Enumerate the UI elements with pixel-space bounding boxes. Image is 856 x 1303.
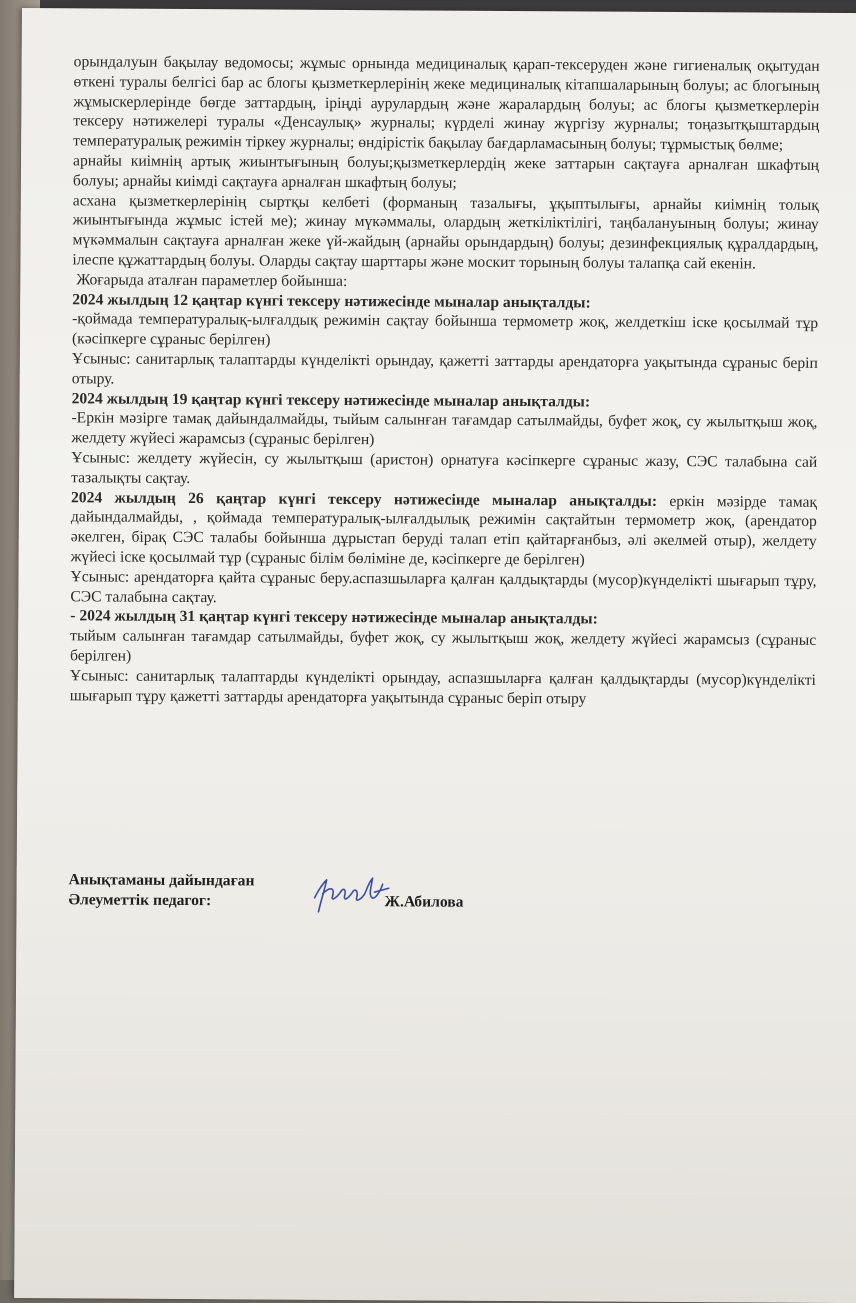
document-body xyxy=(70,52,820,710)
handwritten-signature xyxy=(308,868,392,919)
position-label: Әлеуметтік педагог: xyxy=(68,891,212,910)
paragraph-parameters-intro: Жоғарыда аталған параметлер бойынша: xyxy=(76,271,348,290)
paragraph-special-clothing: арнайы киімнің артық жиынтығының болуы;қызметкерлердің жеке заттарын сақтауға арналған шкафтың болуы; арнайы киімді сақтауға арналған шкафтың болуы; xyxy=(72,152,820,192)
heading-inspection-31-jan: - 2024 жылдың 31 қаңтар күнгі тексеру нәтижесінде мыналар анықталды: xyxy=(70,607,598,628)
recommendation-31-jan: Ұсыныс: санитарлық талаптарды күнделікті орындау, аспазшыларға қалған қалдықтарды (мусор)күнделікті шығарып тұру қажетті заттарды арендаторға уақытында сұраныс беріп отыру xyxy=(69,667,816,707)
finding-12-jan: -қоймада температуралық-ылғалдық режимін сақтау бойынша термометр жоқ, желдеткіш іске қосылмай тұр (кәсіпкерге сұраныс берілген) xyxy=(71,310,819,349)
document-page xyxy=(14,8,856,1303)
finding-31-jan: тыйым салынған тағамдар сатылмайды, буфет жоқ, су жылытқыш жоқ, желдету жүйесі жарамсыз (сұраныс берілген) xyxy=(69,627,817,665)
signature-block xyxy=(68,870,768,914)
heading-inspection-12-jan: 2024 жылдың 12 қаңтар күнгі тексеру нәтижесінде мыналар анықталды: xyxy=(72,290,591,312)
finding-26-jan: еркін мәзірде тамақ дайындалмайды, , қоймада температуралық-ылғалдылық режимін сақтайтын термометр жоқ, (арендатор әкелген, бірақ СЭС талабы бойынша дұрыстап беруді талап етіп қайтарғанбыз, әлі әкелмей отыр), желдету жүйесі іске қосылмай тұр (сұраныс білім бөліміне де, кәсіпкерге де берілген) xyxy=(70,492,818,569)
author-name: Ж.Абилова xyxy=(384,893,464,911)
prepared-by-label: Анықтаманы дайындаған xyxy=(68,871,255,890)
paragraph-staff-appearance: асхана қызметкерлерінің сыртқы келбеті (форманың тазалығы, ұқыптылығы, арнайы киімнің толық жиынтығында жұмыс істей ме); жинау мүкәммалы, олардың жеткіліктілігі, таңбалануының болуы; жинау мүкәммалын сақтауға арналған жеке үй-жайдың (арнайы орындардың) болуы; дезинфекциялық құралдардың, ілеспе құжаттардың болуы. Оларды сақтау шарттары және москит торының болуы талапқа сай екенін. xyxy=(72,191,819,273)
recommendation-12-jan: Ұсыныс: санитарлық талаптарды күнделікті орындау, қажетті заттарды арендаторға уақытында сұраныс беріп отыру. xyxy=(71,350,818,388)
paragraph-requirements: орындалуын бақылау ведомосы; жұмыс орнында медициналық қарап-тексеруден және гигиеналық оқытудан өткені туралы белгісі бар ас блогы қызметкерлерінің жеке медициналық кітапшаларының болуы; ас блогының жұмыскерлерінде бөгде заттардың, іріңді аурулардың және жаралардың болуы; ас блогы қызметкерлерін тексеру нәтижелері туралы «Денсаулық» журналы; күрделі жинау жүргізу журналы; тоңазытқыштардың температуралық режимін тіркеу журналы; өндірістік бақылау бағдарламасының болуы; тұрмыстық бөлме; xyxy=(73,53,820,154)
finding-19-jan: -Еркін мәзірге тамақ дайындалмайды, тыйым салынған тағамдар сатылмайды, буфет жоқ, су жылытқыш жоқ, желдету жүйесі жарамсыз (сұраныс берілген) xyxy=(71,409,818,449)
heading-inspection-26-jan: 2024 жылдың 26 қаңтар күнгі тексеру нәтижесінде мыналар анықталды: xyxy=(70,488,658,510)
paragraph-inspection-26-jan xyxy=(71,488,817,572)
heading-inspection-19-jan: 2024 жылдың 19 қаңтар күнгі тексеру нәтижесінде мыналар анықталды: xyxy=(71,389,591,411)
recommendation-26-jan: Ұсыныс: арендаторға қайта сұраныс беру.аспазшыларға қалған қалдықтарды (мусор)күнделікті шығарып тұру, СЭС талабына сақтау. xyxy=(70,568,817,606)
recommendation-19-jan: Ұсыныс: желдету жүйесін, су жылытқыш (аристон) орнатуға кәсіпкерге сұраныс жазу, СЭС талабына сай тазалықты сақтау. xyxy=(71,449,818,487)
